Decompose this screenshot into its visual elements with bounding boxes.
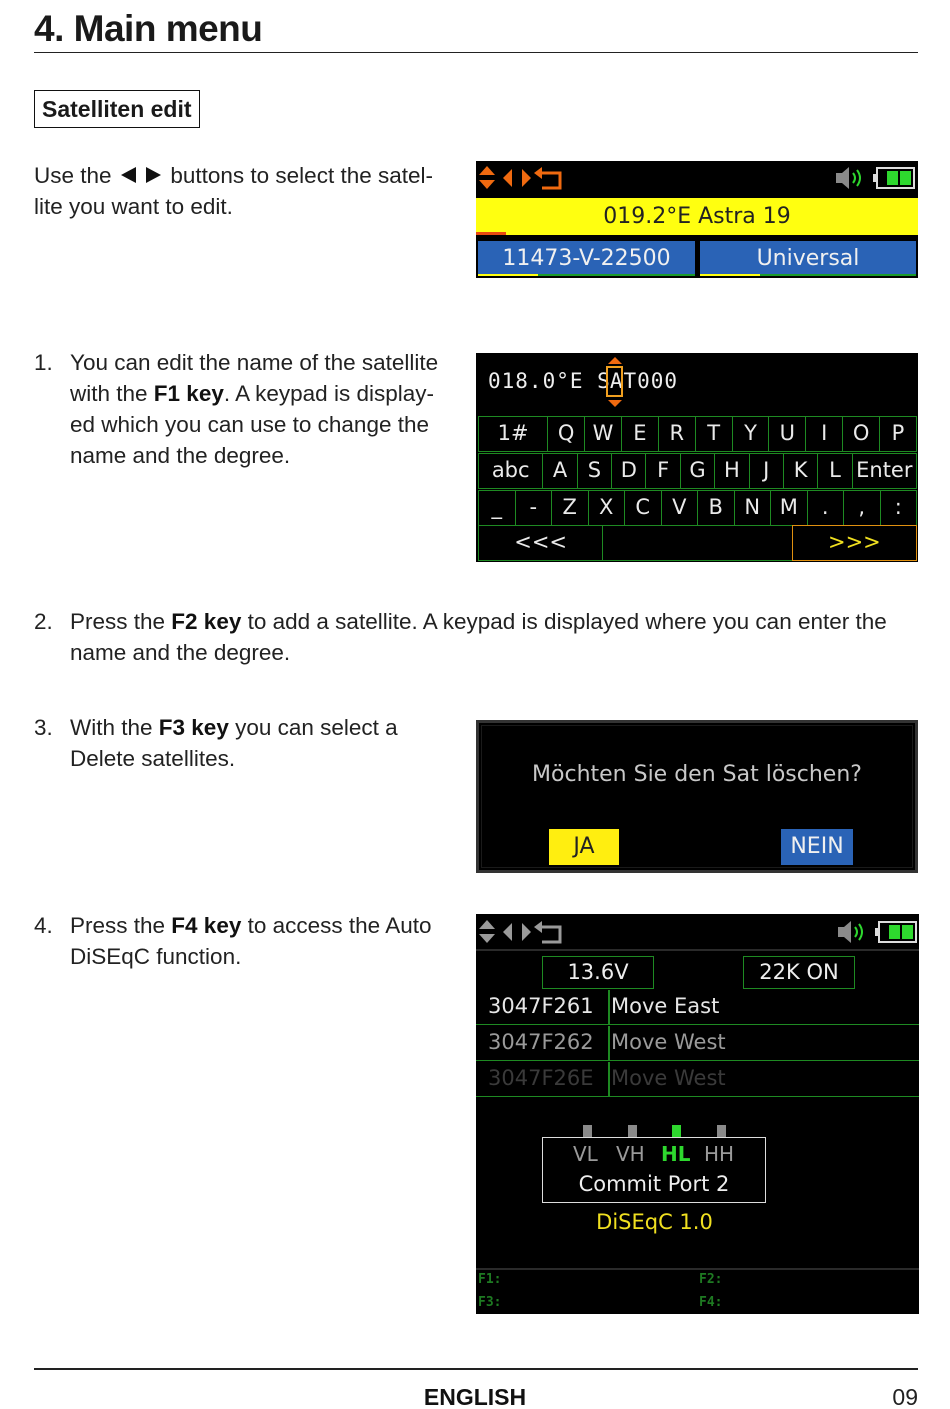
key-t[interactable]: T [695, 416, 733, 452]
function-key-f3[interactable]: F3: [478, 1295, 502, 1310]
command-row-3[interactable] [476, 1062, 919, 1097]
text-cursor [606, 366, 623, 397]
key-n[interactable]: N [734, 490, 772, 526]
command-code: 3047F261 [488, 994, 594, 1018]
dialog-question: Möchten Sie den Sat löschen? [532, 762, 862, 787]
command-row-1[interactable] [476, 990, 919, 1025]
updown-arrow-icon [479, 166, 495, 189]
diseqc-screen [476, 914, 919, 1314]
item-2-text [70, 606, 887, 668]
command-label: Move West [611, 1066, 726, 1090]
polarity-indicator-vl [583, 1125, 592, 1137]
key-colon[interactable]: : [880, 490, 918, 526]
key-m[interactable]: M [770, 490, 808, 526]
key-y[interactable]: Y [732, 416, 770, 452]
item-4-line-2: DiSEqC function. [70, 944, 242, 969]
intro-post-1: buttons to select the satel- [170, 163, 433, 188]
item-2-line-2: name and the degree. [70, 640, 291, 665]
yes-button[interactable]: JA [549, 829, 619, 865]
function-key-separator [476, 1268, 919, 1270]
key-underscore[interactable]: _ [478, 490, 516, 526]
cursor-up-arrow-icon [608, 357, 622, 364]
left-arrow-icon [503, 169, 512, 187]
key-f[interactable]: F [645, 453, 680, 489]
item-4-text [70, 910, 431, 972]
diseqc-mode: DiSEqC 1.0 [596, 1210, 713, 1234]
item-1-line-4: name and the degree. [70, 443, 291, 468]
polarity-vh[interactable]: VH [616, 1142, 645, 1166]
item-2-line-1a: Press the [70, 609, 172, 634]
key-s[interactable]: S [577, 453, 612, 489]
tone-display: 22K ON [743, 956, 855, 989]
nav-right-button[interactable]: >>> [792, 525, 917, 561]
item-2-line-1c: to add a satellite. A keypad is displayed where you can enter the [241, 609, 887, 634]
left-arrow-icon [503, 923, 512, 941]
status-bar [476, 914, 919, 948]
key-i[interactable]: I [805, 416, 843, 452]
key-b[interactable]: B [697, 490, 735, 526]
dialog-frame [481, 725, 913, 868]
item-2-number: 2. [34, 609, 53, 634]
keypad-row-2 [478, 453, 916, 489]
commit-port-label: Commit Port 2 [578, 1172, 730, 1196]
entry-name-cursor-char[interactable]: S [597, 369, 611, 393]
key-enter[interactable]: Enter [852, 453, 917, 489]
item-3-line-1a: With the [70, 715, 159, 740]
key-w[interactable]: W [584, 416, 622, 452]
key-abc[interactable]: abc [478, 453, 543, 489]
item-1-line-2c: . A keypad is display- [223, 381, 434, 406]
item-4-line-1a: Press the [70, 913, 172, 938]
keypad-screen [476, 353, 918, 562]
key-c[interactable]: C [624, 490, 662, 526]
right-arrow-icon [522, 923, 531, 941]
key-j[interactable]: J [749, 453, 784, 489]
key-period[interactable]: . [807, 490, 845, 526]
command-row-2[interactable] [476, 1026, 919, 1061]
item-3-key: F3 key [158, 715, 229, 740]
updown-arrow-icon [479, 920, 495, 943]
intro-post-2: lite you want to edit. [34, 194, 233, 219]
key-d[interactable]: D [611, 453, 646, 489]
polarity-indicator-hl [672, 1125, 681, 1137]
voltage-display: 13.6V [542, 956, 654, 989]
key-q[interactable]: Q [547, 416, 585, 452]
speaker-icon [838, 921, 862, 943]
back-icon [534, 921, 560, 942]
page-number: 09 [892, 1384, 918, 1409]
function-key-f4[interactable]: F4: [699, 1295, 723, 1310]
entry-degree: 018.0°E [488, 369, 584, 393]
key-g[interactable]: G [680, 453, 715, 489]
page-title: 4. Main menu [34, 8, 263, 49]
item-3-line-1c: you can select a [228, 715, 398, 740]
selected-satellite[interactable]: 019.2°E Astra 19 [476, 198, 918, 235]
satellite-select-screen [476, 161, 918, 278]
status-bar [476, 161, 918, 193]
key-a[interactable]: A [542, 453, 577, 489]
keypad-row-3 [478, 490, 916, 526]
key-l[interactable]: L [817, 453, 852, 489]
battery-icon [875, 922, 916, 942]
battery-icon [873, 168, 914, 188]
function-key-f2[interactable]: F2: [699, 1272, 723, 1287]
delete-dialog-screen [476, 720, 918, 873]
keypad-row-4 [478, 525, 916, 561]
entry-name: AT000 [609, 369, 679, 393]
nav-left-button[interactable]: <<< [478, 525, 603, 561]
key-z[interactable]: Z [551, 490, 589, 526]
key-p[interactable]: P [879, 416, 917, 452]
key-k[interactable]: K [783, 453, 818, 489]
polarity-indicator-hh [717, 1125, 726, 1137]
polarity-indicator-vh [628, 1125, 637, 1137]
entry-line [488, 369, 678, 393]
footer-language: ENGLISH [423, 1384, 527, 1409]
item-2-key: F2 key [171, 609, 242, 634]
command-code: 3047F262 [488, 1030, 594, 1054]
polarity-vl[interactable]: VL [573, 1142, 598, 1166]
lnb-type-button[interactable]: Universal [700, 241, 916, 276]
right-triangle-icon [144, 165, 164, 185]
intro-text [34, 160, 433, 222]
item-1-text [70, 347, 438, 471]
item-1-number: 1. [34, 350, 53, 375]
transponder-button[interactable]: 11473-V-22500 [478, 241, 695, 276]
column-divider [608, 1026, 610, 1060]
polarity-hl[interactable]: HL [661, 1142, 691, 1166]
item-1-line-3: ed which you can use to change the [70, 412, 430, 437]
back-icon [534, 167, 560, 188]
cursor-down-arrow-icon [608, 400, 622, 407]
section-heading: Satelliten edit [34, 90, 200, 128]
item-4-key: F4 key [171, 913, 242, 938]
item-1-line-1: You can edit the name of the satellite [70, 350, 439, 375]
key-o[interactable]: O [842, 416, 880, 452]
item-3-text [70, 712, 398, 774]
item-1-key: F1 key [153, 381, 224, 406]
port-box [542, 1137, 766, 1203]
polarity-hh[interactable]: HH [704, 1142, 735, 1166]
key-x[interactable]: X [588, 490, 626, 526]
command-label: Move East [611, 994, 720, 1018]
key-dash[interactable]: - [515, 490, 553, 526]
item-3-line-2: Delete satellites. [70, 746, 236, 771]
status-separator [476, 949, 919, 951]
left-triangle-icon [118, 165, 138, 185]
function-key-f1[interactable]: F1: [478, 1272, 502, 1287]
key-comma[interactable]: , [843, 490, 881, 526]
key-u[interactable]: U [768, 416, 806, 452]
title-rule [34, 52, 918, 53]
key-v[interactable]: V [661, 490, 699, 526]
key-numbers[interactable]: 1# [478, 416, 548, 452]
item-4-number: 4. [34, 913, 53, 938]
intro-pre: Use the [34, 163, 112, 188]
command-label: Move West [611, 1030, 726, 1054]
item-1-line-2a: with the [70, 381, 154, 406]
space-key[interactable] [602, 525, 793, 561]
column-divider [608, 990, 610, 1024]
keypad-row-1 [478, 416, 916, 452]
key-r[interactable]: R [658, 416, 696, 452]
speaker-icon [836, 167, 860, 189]
key-h[interactable]: H [714, 453, 749, 489]
footer-rule [34, 1368, 918, 1370]
right-arrow-icon [522, 169, 531, 187]
item-4-line-1c: to access the Auto [241, 913, 432, 938]
item-3-number: 3. [34, 715, 53, 740]
column-divider [608, 1062, 610, 1096]
command-code: 3047F26E [488, 1066, 594, 1090]
key-e[interactable]: E [621, 416, 659, 452]
no-button[interactable]: NEIN [781, 829, 853, 865]
